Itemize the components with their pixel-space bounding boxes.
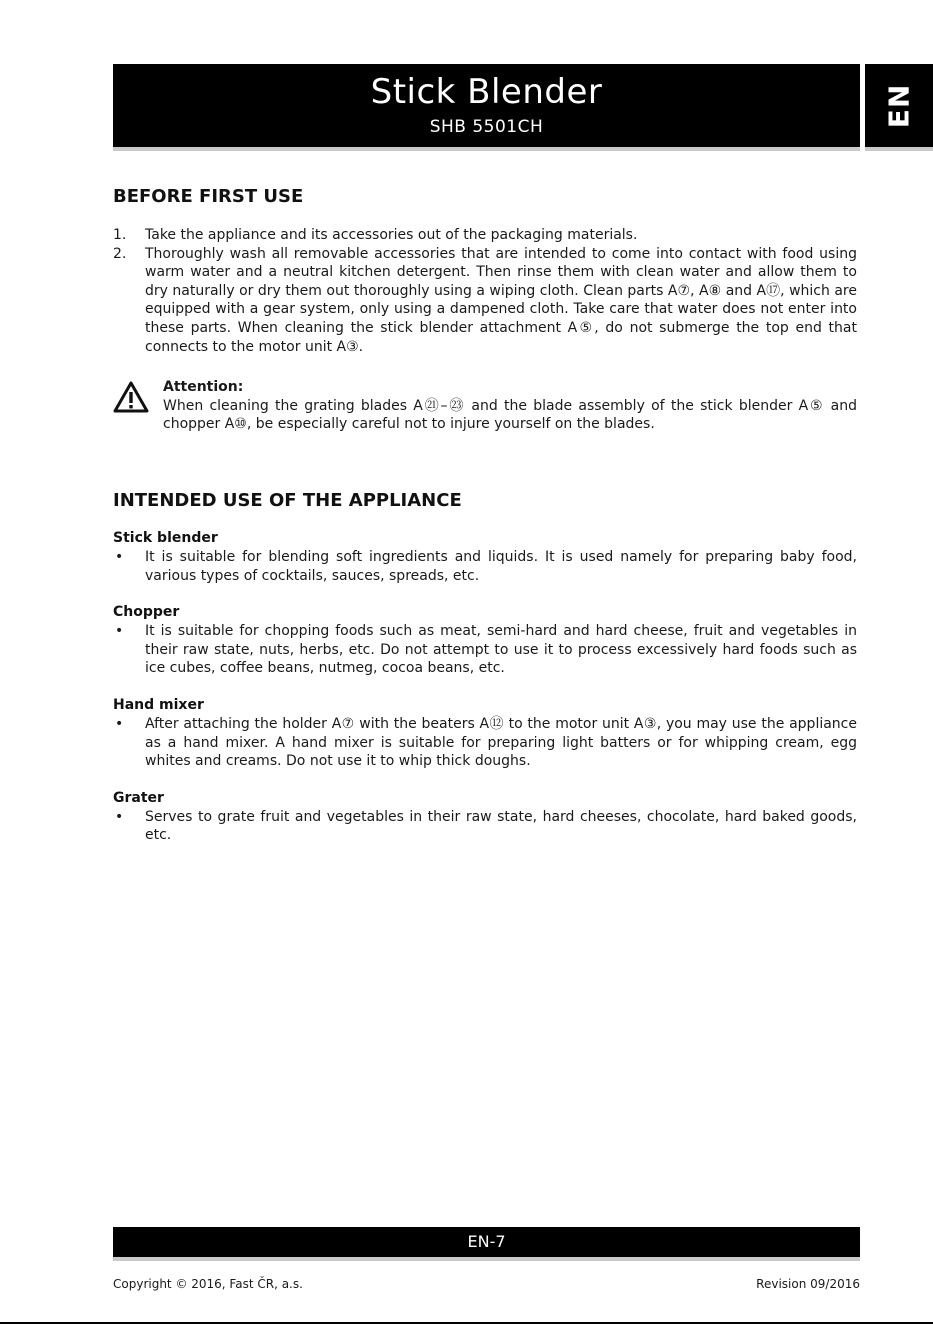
document-title: Stick Blender <box>370 72 603 112</box>
bullet-icon: • <box>115 623 124 640</box>
title-banner <box>113 64 860 147</box>
bullet-icon: • <box>115 548 124 565</box>
attention-notice <box>113 378 857 434</box>
bullet-icon: • <box>115 715 124 732</box>
warning-triangle-icon <box>113 381 149 413</box>
bullet-list <box>113 808 857 845</box>
intended-use-chopper <box>113 603 857 678</box>
step-number: 2. <box>113 245 127 262</box>
bullet-list <box>113 622 857 678</box>
model-number: SHB 5501CH <box>429 117 544 137</box>
bullet-list <box>113 715 857 771</box>
intended-use-stick-blender <box>113 529 857 585</box>
step-number: 1. <box>113 227 127 243</box>
page-number: EN-7 <box>467 1232 506 1251</box>
bullet-text: Serves to grate fruit and vegetables in their raw state, hard cheeses, chocolate, hard baked goods, etc. <box>145 808 857 844</box>
bullet-text: It is suitable for chopping foods such as meat, semi-hard and hard cheese, fruit and vegetables in their raw state, nuts, herbs, etc. Do not attempt to use it to process excessively hard foods such as ice cubes, coffee beans, nutmeg, cocoa beans, etc. <box>145 623 857 677</box>
bullet-text: It is suitable for blending soft ingredients and liquids. It is used namely for preparing baby food, various types of cocktails, sauces, spreads, etc. <box>145 548 857 584</box>
bullet-list <box>113 548 857 585</box>
bullet-text: After attaching the holder A⑦ with the beaters A⑫ to the motor unit A③, you may use the appliance as a hand mixer. A hand mixer is suitable for preparing light batters or for whipping cream, egg whites and creams. Do not use it to whip thick doughs. <box>145 715 857 770</box>
bullet-icon: • <box>115 808 124 825</box>
intended-use-grater <box>113 789 857 845</box>
attention-title: Attention: <box>163 379 244 396</box>
language-tab <box>865 64 933 147</box>
page-number-bar <box>113 1227 860 1257</box>
subsection-title: Hand mixer <box>113 696 204 713</box>
list-item <box>113 808 857 845</box>
intended-use-hand-mixer <box>113 696 857 771</box>
subsection-title: Chopper <box>113 604 180 621</box>
list-item <box>113 226 857 245</box>
subsection-title: Grater <box>113 789 164 806</box>
subsection-title: Stick blender <box>113 529 218 546</box>
list-item <box>113 715 857 771</box>
section-heading-before-first-use: BEFORE FIRST USE <box>113 186 304 207</box>
attention-text: When cleaning the grating blades A㉑–㉓ and the blade assembly of the stick blender A⑤ and chopper A⑩, be especially careful not to injure yourself on the blades. <box>163 397 857 433</box>
copyright-text: Copyright © 2016, Fast ČR, a.s. <box>113 1277 303 1291</box>
step-text: Thoroughly wash all removable accessories that are intended to come into contact with food using warm water and a neutral kitchen detergent. Then rinse them with clean water and allow them to dry naturally or dry them out thoroughly using a wiping cloth. Clean parts A⑦, A⑧ and A⑰, which are equipped with a gear system, only using a dampened cloth. Take care that water does not enter into these parts. When cleaning the stick blender attachment A⑤, do not submerge the top end that connects to the motor unit A③. <box>145 245 857 355</box>
page-content <box>113 185 857 845</box>
language-label: EN <box>882 83 916 128</box>
section-heading-intended-use: INTENDED USE OF THE APPLIANCE <box>113 489 462 511</box>
list-item <box>113 622 857 678</box>
revision-text: Revision 09/2016 <box>756 1277 860 1291</box>
list-item <box>113 245 857 357</box>
list-item <box>113 548 857 585</box>
steps-list <box>113 226 857 356</box>
step-text: Take the appliance and its accessories out of the packaging materials. <box>145 227 638 243</box>
